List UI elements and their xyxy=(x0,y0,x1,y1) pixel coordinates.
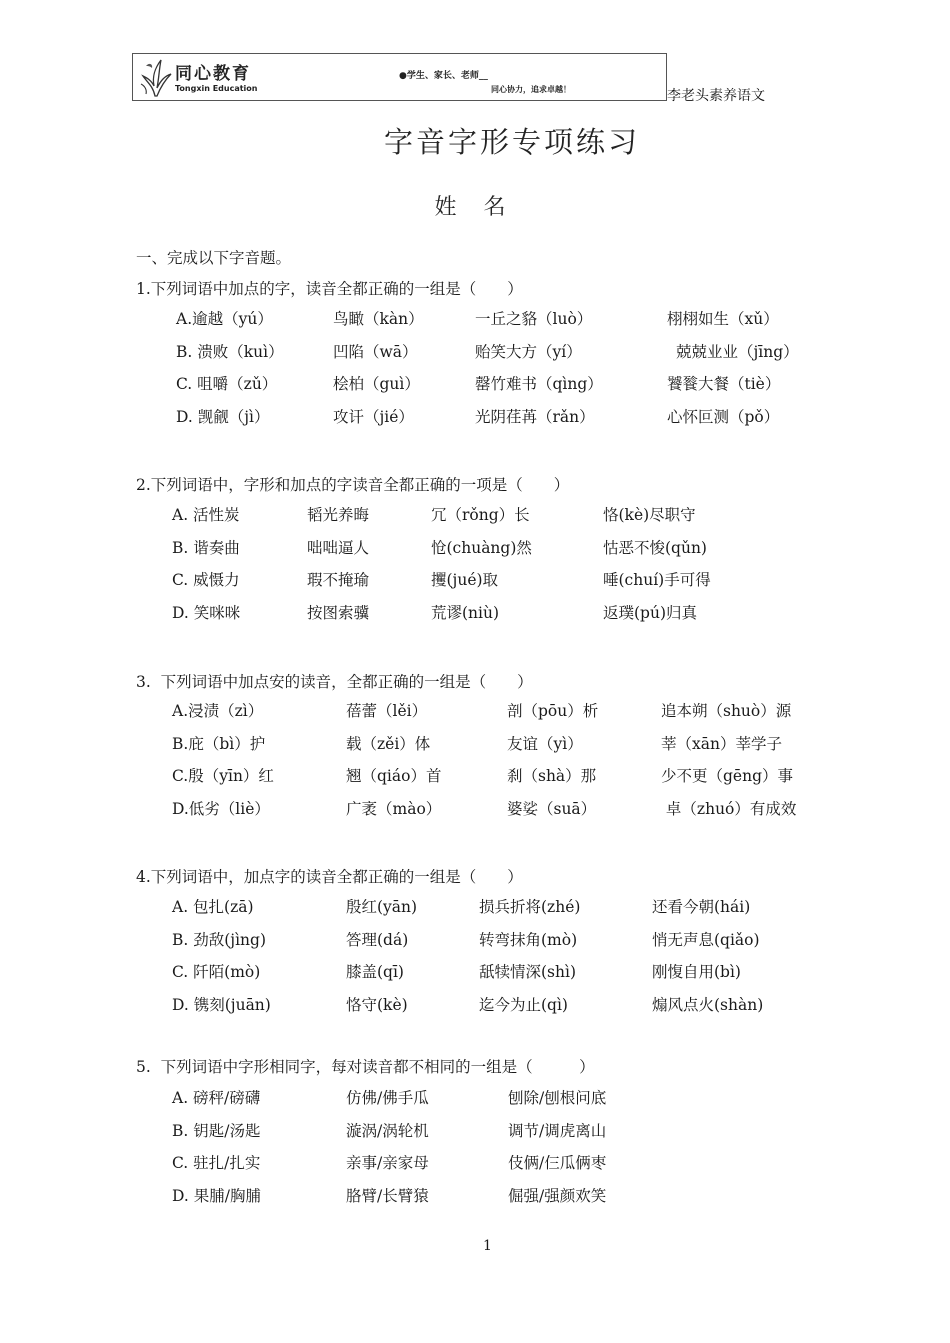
option-item: 悄无声息(qiǎo) xyxy=(652,931,760,949)
question-1-option-c xyxy=(176,372,856,396)
option-item: 调节/调虎离山 xyxy=(508,1122,607,1140)
header-banner xyxy=(132,53,667,101)
option-item: 返璞(pú)归真 xyxy=(603,604,697,622)
option-item: 广袤（mào） xyxy=(346,800,442,818)
question-5-option-d xyxy=(172,1184,852,1208)
option-item: A.逾越（yú） xyxy=(176,310,273,328)
option-item: 舐犊情深(shì) xyxy=(479,963,576,981)
option-item: 漩涡/涡轮机 xyxy=(346,1122,429,1140)
question-5-option-a xyxy=(172,1086,852,1110)
option-item: D. 果脯/胸脯 xyxy=(172,1187,261,1205)
option-item: B.庇（bì）护 xyxy=(172,735,266,753)
page-number: 1 xyxy=(483,1238,492,1254)
option-item: 鸟瞰（kàn） xyxy=(333,310,424,328)
option-item: 胳臂/长臂猿 xyxy=(346,1187,429,1205)
option-item: 迄今为止(qì) xyxy=(479,996,568,1014)
option-item: 膝盖(qī) xyxy=(346,963,404,981)
option-item: 一丘之貉（luò） xyxy=(475,310,593,328)
option-item: D. 觊觎（jì） xyxy=(176,408,270,426)
option-item: 仿佛/佛手瓜 xyxy=(346,1089,429,1107)
option-item: 贻笑大方（yí） xyxy=(475,343,582,361)
question-4-option-a xyxy=(172,895,852,919)
option-item: 按图索骥 xyxy=(307,604,370,622)
option-item: 攻讦（jié） xyxy=(333,408,414,426)
option-item: 刨除/刨根问底 xyxy=(508,1089,607,1107)
question-4-option-b xyxy=(172,928,852,952)
option-item: 转弯抹角(mò) xyxy=(479,931,578,949)
question-5-option-b xyxy=(172,1119,852,1143)
header-author-label: 李老头素养语文 xyxy=(667,88,765,104)
option-item: C. 驻扎/扎实 xyxy=(172,1154,261,1172)
option-item: 蓓蕾（lěi） xyxy=(346,702,428,720)
option-item: 剖（pōu）析 xyxy=(507,702,599,720)
option-item: 光阴荏苒（rǎn） xyxy=(475,408,595,426)
question-4-text: 4.下列词语中，加点字的读音全都正确的一组是（ ） xyxy=(136,868,523,886)
option-item: 瑕不掩瑜 xyxy=(307,571,370,589)
option-item: 卓（zhuó）有成效 xyxy=(661,800,797,818)
question-3-option-c xyxy=(172,764,852,788)
option-item: 桧柏（guì） xyxy=(333,375,420,393)
option-item: 殷红(yān) xyxy=(346,898,418,916)
question-5-option-c xyxy=(172,1151,852,1175)
option-item: 恪(kè)尽职守 xyxy=(603,506,696,524)
option-item: 怆(chuàng)然 xyxy=(431,539,532,557)
option-item: 伎俩/仨瓜俩枣 xyxy=(508,1154,607,1172)
question-1-option-a xyxy=(176,307,856,331)
question-2-option-c xyxy=(172,568,852,592)
option-item: 荒谬(niù) xyxy=(431,604,500,622)
option-item: 凹陷（wā） xyxy=(333,343,418,361)
option-item: 亲事/亲家母 xyxy=(346,1154,429,1172)
option-item: C. 咀嚼（zǔ） xyxy=(176,375,278,393)
option-item: A. 活性炭 xyxy=(172,506,240,524)
brand-name-en: Tongxin Education xyxy=(175,84,258,93)
option-item: A. 包扎(zā) xyxy=(172,898,254,916)
question-4-option-c xyxy=(172,960,852,984)
option-item: 栩栩如生（xǔ） xyxy=(667,310,779,328)
option-item: 恪守(kè) xyxy=(346,996,408,1014)
option-item: D. 镌刻(juān) xyxy=(172,996,271,1014)
option-item: A. 磅秤/磅礴 xyxy=(172,1089,261,1107)
question-4-option-d xyxy=(172,993,852,1017)
question-1-option-d xyxy=(176,405,856,429)
option-item: 刚愎自用(bì) xyxy=(652,963,741,981)
brand-name-cn: 同心教育 xyxy=(175,64,251,84)
option-item: D.低劣（liè） xyxy=(172,800,270,818)
option-item: 损兵折将(zhé) xyxy=(479,898,581,916)
question-2-option-b xyxy=(172,536,852,560)
option-item: 刹（shà）那 xyxy=(507,767,597,785)
question-3-option-a xyxy=(172,699,852,723)
question-3-option-d xyxy=(172,797,852,821)
option-item: 少不更（gēng）事 xyxy=(661,767,794,785)
question-3-text: 3. 下列词语中加点安的读音，全都正确的一组是（ ） xyxy=(136,673,533,691)
option-item: A.浸渍（zì） xyxy=(172,702,264,720)
question-2-option-a xyxy=(172,503,852,527)
option-item: 饕餮大餐（tiè） xyxy=(667,375,781,393)
option-item: 追本朔（shuò）源 xyxy=(661,702,792,720)
question-1-text: 1.下列词语中加点的字，读音全都正确的一组是（ ） xyxy=(136,280,523,298)
question-1-option-b xyxy=(176,340,856,364)
option-item: 友谊（yì） xyxy=(507,735,583,753)
page-title: 字音字形专项练习 xyxy=(383,125,640,159)
option-item: C. 威慑力 xyxy=(172,571,240,589)
option-item: 翘（qiáo）首 xyxy=(346,767,442,785)
option-item: B. 溃败（kuì） xyxy=(176,343,284,361)
header-slogan-bottom: 同心协力，追求卓越！ xyxy=(491,85,571,94)
question-2-option-d xyxy=(172,601,852,625)
option-item: 婆娑（suā） xyxy=(507,800,597,818)
option-item: 攫(jué)取 xyxy=(431,571,499,589)
option-item: 煽风点火(shàn) xyxy=(652,996,764,1014)
question-3-option-b xyxy=(172,732,852,756)
section-heading: 一、完成以下字音题。 xyxy=(136,249,292,267)
option-item: 还看今朝(hái) xyxy=(652,898,751,916)
name-label: 姓 名 xyxy=(434,195,516,220)
option-item: 怙恶不悛(qǔn) xyxy=(603,539,707,557)
question-5-text: 5. 下列词语中字形相同字，每对读音都不相同的一组是（ ） xyxy=(136,1058,595,1076)
option-item: B. 谐奏曲 xyxy=(172,539,240,557)
option-item: C. 阡陌(mò) xyxy=(172,963,261,981)
lily-logo-icon xyxy=(137,56,173,98)
option-item: 倔强/强颜欢笑 xyxy=(508,1187,607,1205)
question-2-text: 2.下列词语中，字形和加点的字读音全都正确的一项是（ ） xyxy=(136,476,570,494)
option-item: 载（zěi）体 xyxy=(346,735,431,753)
option-item: C.殷（yīn）红 xyxy=(172,767,274,785)
option-item: 莘（xān）莘学子 xyxy=(661,735,782,753)
option-item: 咄咄逼人 xyxy=(307,539,370,557)
option-item: 心怀叵测（pǒ） xyxy=(667,408,780,426)
option-item: 答理(dá) xyxy=(346,931,409,949)
option-item: 罄竹难书（qìng） xyxy=(475,375,603,393)
option-item: B. 钥匙/汤匙 xyxy=(172,1122,261,1140)
option-item: 唾(chuí)手可得 xyxy=(603,571,711,589)
option-item: 兢兢业业（jīng） xyxy=(676,343,799,361)
option-item: D. 笑咪咪 xyxy=(172,604,241,622)
header-slogan-top: ●学生、家长、老师__ xyxy=(399,71,488,81)
option-item: 冗（rǒng）长 xyxy=(431,506,530,524)
option-item: B. 劲敌(jìng) xyxy=(172,931,267,949)
option-item: 韬光养晦 xyxy=(307,506,370,524)
